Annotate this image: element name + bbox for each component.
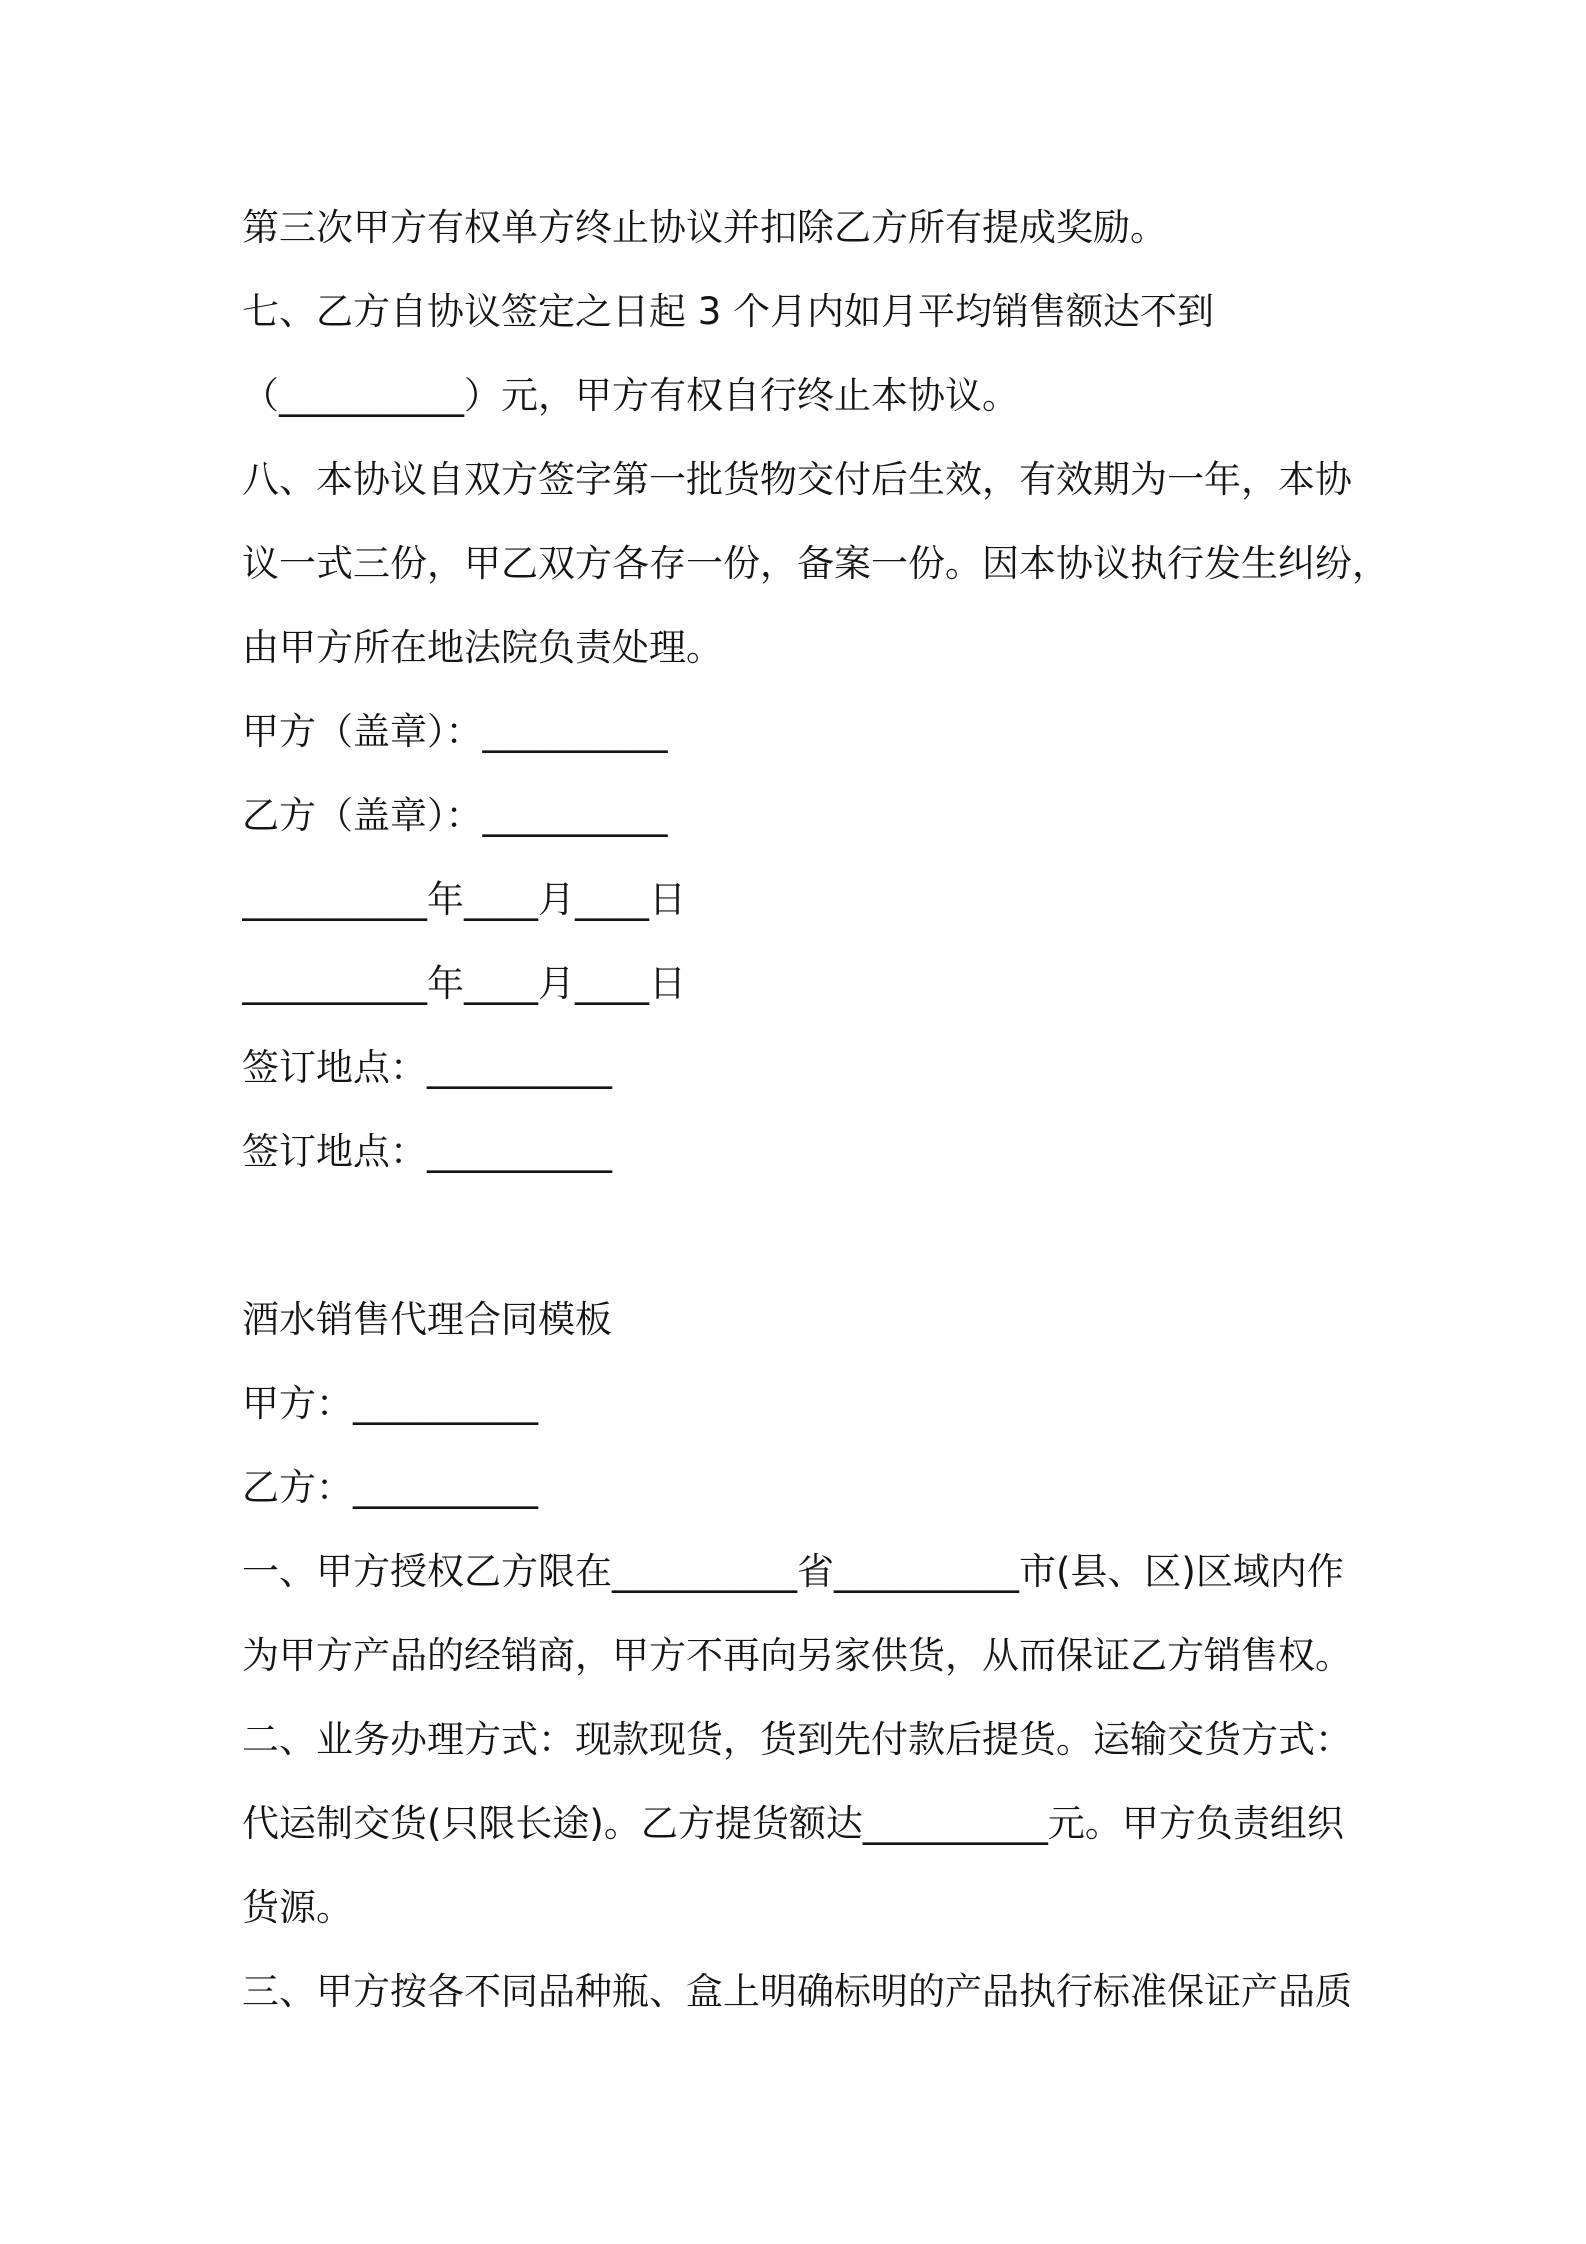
clause-text-line: 议一式三份，甲乙双方各存一份，备案一份。因本协议执行发生纠纷， (242, 542, 1389, 585)
clause-text-line: 由甲方所在地法院负责处理。 (242, 626, 723, 669)
clause-text-line: 七、乙方自协议签定之日起 3 个月内如月平均销售额达不到 (242, 290, 1215, 333)
section-gap (242, 1194, 1462, 1278)
clause-text-line: 第三次甲方有权单方终止协议并扣除乙方所有提成奖励。 (242, 206, 1167, 249)
clause-text-line: 为甲方产品的经销商，甲方不再向另家供货，从而保证乙方销售权。 (242, 1634, 1352, 1677)
signing-date-line: __________年____月____日 (242, 878, 686, 921)
document-title: 酒水销售代理合同模板 (242, 1298, 612, 1341)
party-a-line: 甲方：__________ (242, 1382, 538, 1425)
clause-text-line: 八、本协议自双方签字第一批货物交付后生效，有效期为一年，本协 (242, 458, 1352, 501)
signing-place-line: 签订地点：__________ (242, 1046, 612, 1089)
clause-text-line: 一、甲方授权乙方限在__________省__________市(县、区)区域内作 (242, 1550, 1344, 1593)
signing-place-line: 签订地点：__________ (242, 1130, 612, 1173)
clause-text-line: 货源。 (242, 1886, 353, 1929)
clause-text-line: 三、甲方按各不同品种瓶、盒上明确标明的产品执行标准保证产品质 (242, 1970, 1352, 2013)
clause-text-line: 代运制交货(只限长途)。乙方提货额达__________元。甲方负责组织 (242, 1802, 1344, 1845)
party-b-line: 乙方：__________ (242, 1466, 538, 1509)
party-b-seal-line: 乙方（盖章）：__________ (242, 794, 668, 837)
party-a-seal-line: 甲方（盖章）：__________ (242, 710, 668, 753)
clause-text-line: 二、业务办理方式：现款现货，货到先付款后提货。运输交货方式： (242, 1718, 1352, 1761)
signing-date-line: __________年____月____日 (242, 962, 686, 1005)
clause-text-line: （__________）元，甲方有权自行终止本协议。 (242, 374, 1019, 417)
document-body (242, 186, 1462, 2034)
